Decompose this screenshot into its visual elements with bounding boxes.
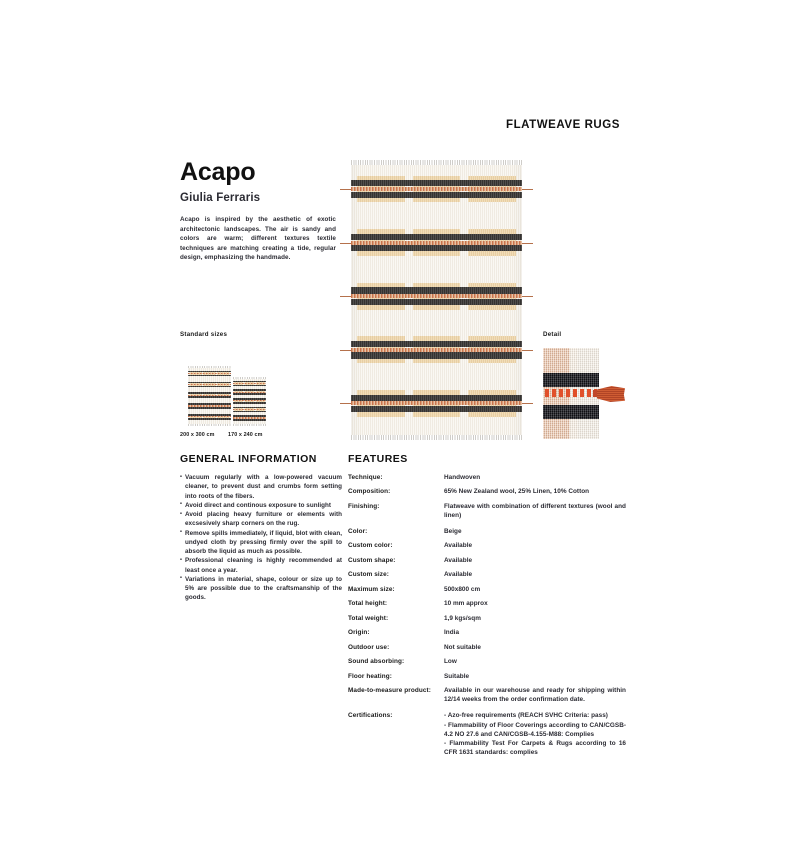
rug-dark-band [351,180,522,186]
standard-sizes-label: Standard sizes [180,331,228,338]
feature-row [348,556,626,570]
feature-value: India [444,629,460,637]
rug-dark-band [233,402,266,404]
feature-value: Flatweave with combination of different textures (wool and linen) [444,502,626,520]
feature-row [348,711,626,764]
feature-key: Finishing: [348,502,380,510]
rug-dark-band [351,341,522,347]
feature-key: Floor heating: [348,672,392,680]
feature-value: Handwoven [444,474,481,481]
feature-row [348,527,626,541]
detail-band-top [543,373,599,387]
rug-dark-band [351,287,522,293]
rug-rust-stripe [351,241,522,245]
rug-dark-band [351,395,522,401]
rug-dark-band [188,407,231,409]
rug-side-tassel [340,350,351,351]
care-bullet: • Avoid direct and continous exposure to sunlight [180,501,342,510]
feature-row [348,541,626,555]
rug-side-tassel [522,243,533,244]
main-rug-image [351,160,522,440]
feature-value: Available [444,571,473,579]
care-bullet: • Professional cleaning is highly recommended at least once a year. [180,556,342,575]
feature-row [348,585,626,599]
rug-rust-stripe [351,294,522,298]
rug-fringe-bottom [188,424,231,426]
designer-name: Giulia Ferraris [180,192,261,204]
general-information-heading: GENERAL INFORMATION [180,453,317,465]
care-bullet: • Vacuum regularly with a low-powered vacuum cleaner, to prevent dust and crumbs form setting into roots of the fibers. [180,473,342,501]
feature-value: - Azo-free requirements (REACH SVHC Criteria: pass) - Flammability of Floor Coverings according to CAN/CGSB-4.2 NO 27.6 and CAN/CGSB-4.155-M88: Complies - Flammability Test For Carpets & Rugs according to 16 CFR 1631 standards: complies [444,712,626,757]
rug-rust-stripe [351,348,522,352]
feature-key: Origin: [348,629,370,637]
thumbnail-rug-image-0 [188,366,231,426]
feature-value: Suitable [444,672,470,680]
rug-dark-band [351,245,522,251]
care-bullet: • Variations in material, shape, colour or size up to 5% are possible due to the craftsmanship of the goods. [180,575,342,603]
rug-dark-band [233,411,266,413]
care-bullet: • Avoid placing heavy furniture or elements with excsesively sharp corners on the rug. [180,510,342,529]
feature-row [348,657,626,671]
feature-value: 65% New Zealand wool, 25% Linen, 10% Cotton [444,488,590,496]
features-heading: FEATURES [348,453,408,465]
feature-key: Custom color: [348,542,393,550]
feature-key: Composition: [348,488,391,496]
feature-value: Available [444,556,473,564]
feature-row [348,473,626,487]
rug-fringe-bottom [351,435,522,440]
feature-row [348,487,626,501]
collection-header: FLATWEAVE RUGS [506,119,620,131]
product-title: Acapo [180,158,256,186]
detail-tassel [597,386,625,402]
rug-dark-band [351,406,522,412]
feature-row [348,599,626,613]
rug-dark-band [188,386,231,388]
feature-key: Sound absorbing: [348,658,405,666]
detail-rug-image [543,348,599,439]
rug-rust-stripe [351,401,522,405]
rug-dark-band [233,393,266,395]
feature-key: Certifications: [348,712,393,720]
feature-key: Made-to-measure product: [348,687,432,695]
rug-dark-band [188,418,231,420]
rug-rust-stripe [351,187,522,191]
feature-key: Total height: [348,600,388,608]
rug-side-tassel [340,403,351,404]
rug-side-tassel [522,403,533,404]
thumbnail-size-caption-0: 200 x 300 cm [180,432,215,438]
rug-dark-band [351,299,522,305]
feature-value: Not suitable [444,643,481,651]
thumbnail-rug-image-1 [233,377,266,426]
features-table [348,473,626,764]
thumbnail-size-caption-1: 170 x 240 cm [228,432,263,438]
rug-side-tassel [340,296,351,297]
rug-dark-band [351,352,522,358]
rug-fringe-top [351,160,522,165]
product-description: Acapo is inspired by the aesthetic of exotic architectonic landscapes. The air is sandy and colors are warm; different textures textile techniques are matching creating a tide, regular design, emphasizing the handmade. [180,216,336,262]
feature-key: Technique: [348,474,383,481]
rug-fringe-top [233,377,266,379]
feature-value: 500x800 cm [444,585,481,593]
rug-side-tassel [522,350,533,351]
feature-value: Available in our warehouse and ready for shipping within 12/14 weeks from the order confirmation date. [444,687,626,704]
feature-row [348,686,626,711]
rug-side-tassel [340,243,351,244]
rug-dark-band [351,192,522,198]
general-information-list [180,473,342,603]
rug-side-tassel [340,189,351,190]
rug-side-tassel [522,296,533,297]
feature-value: Beige [444,528,462,535]
feature-key: Outdoor use: [348,643,390,651]
rug-dark-band [188,396,231,398]
detail-label: Detail [543,331,562,338]
feature-row [348,614,626,628]
rug-dark-band [233,419,266,421]
rug-dark-band [351,234,522,240]
rug-side-tassel [522,189,533,190]
care-bullet: • Remove spills immediately, if liquid, blot with clean, undyed cloth by pressing firmly over the spill to absorb the liquid as much as possible. [180,529,342,557]
feature-value: Low [444,658,457,666]
thumbnail-rug-1 [228,377,266,438]
rug-fringe-bottom [233,424,266,426]
feature-row [348,502,626,527]
rug-fringe-top [188,366,231,368]
feature-value: 10 mm approx [444,600,488,608]
feature-key: Color: [348,528,368,535]
feature-row [348,628,626,642]
feature-value: 1,9 kgs/sqm [444,614,481,622]
detail-dot-row [545,389,597,397]
feature-value: Available [444,542,473,550]
feature-key: Total weight: [348,614,389,622]
feature-key: Maximum size: [348,585,395,593]
rug-dark-band [233,385,266,387]
thumbnail-rug-0 [180,366,231,438]
detail-band-bottom [543,405,599,419]
feature-key: Custom size: [348,571,389,579]
feature-row [348,672,626,686]
feature-row [348,643,626,657]
rug-dark-band [188,375,231,377]
feature-key: Custom shape: [348,556,396,564]
feature-row [348,570,626,584]
